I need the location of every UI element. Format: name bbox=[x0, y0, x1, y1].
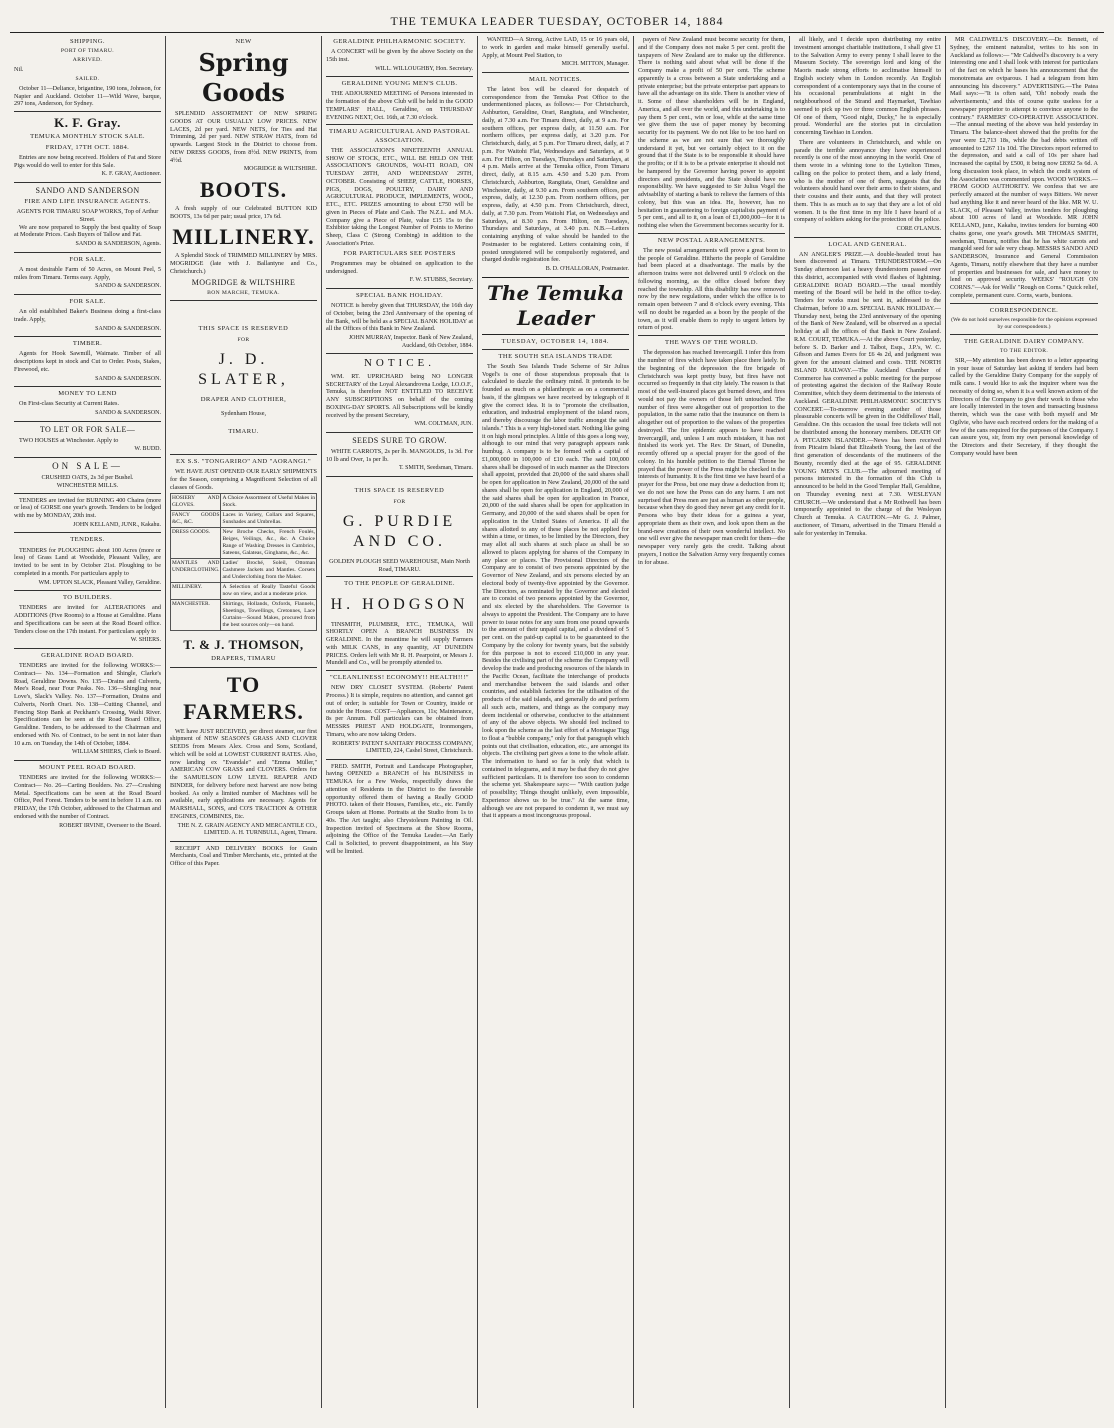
philharmonic-text: A CONCERT will be given by the above Society on the 15th inst. bbox=[326, 48, 473, 63]
local-text: AN ANGLER'S PRIZE.—A double-headed trout has been discovered at Timaru. THUNDERSTORM.—On Sunday afternoon last a heavy thunderstorm passed over this district, accompanied with vivid flashes of lightning. GERALDINE ROAD BOARD.—The usual monthly meeting of the Board will be held in the office to-day. Tenders for works must be sent in, addressed to the Chairman, before 10 a.m. SPECIAL BANK HOLIDAY.—Thursday next, being the 23rd anniversary of the opening of the Bank of New Zealand, will be observed as a special holiday at all the offices of that Bank in New Zealand. R.M. COURT, TEMUKA.—At the above Court yesterday, before S. D. Barker and J. Talbot, Esqs., J.P.'s, W. C. Gibson and James Evers for £6 4s 2d, and judgment was given for the amount claimed and costs. THE NORTH ISLAND RAILWAY.—The Auckland Chamber of Commerce has convened a public meeting for the purpose of protesting against the decision of the Railway Route Committee, which they deem detrimental to the interests of Auckland. GERALDINE PHILHARMONIC SOCIETY'S CONCERT.—To-morrow evening another of those pleasurable concerts will be given in the Oddfellows' Hall, Geraldine. On this occasion the usual free tickets will not be distributed among the honorary members. DEATH OF A PITCAIRN ISLANDER.—News has been received from Pitcairn Island that Elizabeth Young, the last of the first generation of descendants of the mutineers of the Bounty, recently died at the age of 95. GERALDINE YOUNG MEN'S CLUB.—The adjourned meeting of persons interested in the formation of this Club is announced to be held in the Good Templar Hall, Geraldine, on Thursday evening next at 7.30. WESLEYAN CHURCH.—We understand that a Mr Rothwell has been temporarily appointed to the charge of the Wesleyan Church at Temuka. A CAUTION.—Mr G. J. Palmer, auctioneer, of Timaru, advertised in the Timaru Herald a sale for yesterday in Temuka. bbox=[794, 250, 941, 537]
hodgson-text: TINSMITH, PLUMBER, ETC., TEMUKA, Will SHORTLY OPEN A BRANCH BUSINESS IN GERALDINE. In the meantime he will supply Farmers with MILK CANS, in any quantity, AT DUNEDIN PRICES. Orders left with Mr R. H. Pearpoint, or Messrs J. Mundell and Co., will be promptly attended to. bbox=[326, 620, 473, 667]
goods-description: New Broche Checks, French Foulés, Beiges, Veilings, &c., &c. A Choice Range of Washing Dresses in Cambrics, Sateens, Galateas, Ginghams, &c., &c. bbox=[221, 528, 317, 559]
closet-heading: "CLEANLINESS! ECONOMY!! HEALTH!!!" bbox=[330, 674, 469, 682]
divider bbox=[14, 111, 161, 112]
reserved-notice: THIS SPACE IS RESERVED bbox=[198, 324, 289, 332]
newspaper-nameplate: The Temuka Leader bbox=[482, 277, 629, 335]
sando-sub: FIRE AND LIFE INSURANCE AGENTS. bbox=[24, 197, 151, 205]
builders-text: TENDERS are invited for ALTERATIONS and ADDITIONS (Five Rooms) to a House at Geraldine. Plans and Specifications can be seen at the Road Board office. Tenders close on the 17th instant. For particulars apply to bbox=[14, 604, 161, 635]
reserved-notice: THIS SPACE IS RESERVED bbox=[354, 486, 445, 494]
holiday-heading: SPECIAL BANK HOLIDAY. bbox=[355, 291, 444, 299]
divider bbox=[170, 841, 317, 842]
volunteers-text: There are volunteers in Christchurch, and while on parade the terrible annoyance they have experienced recently is one of the most annoying in the world. One of them wrote in a whining tone to the Lyttelton Times, calling on the police to protect them, and a lady friend, who is the mother of one of them, suggests that the volunteers should hand over their arms to their sisters, and their cousins and their aunts, and that they will protect them. This is as much as to say that they are a lot of old women. It is the first time in my life I have heard of a company of soldiers asking for the protection of the police. bbox=[794, 138, 941, 224]
ships-heading: EX S.S. "TONGARIRO" AND "AORANGI." bbox=[175, 457, 312, 465]
editorial-text: payers of New Zealand must become security for them, and if the Company does not make 5 per cent. profit the taxpayers of New Zealand are to make up the difference. There is nothing said about what will be done if the Company make a profit of 50 per cent. The scheme apparently is a cross between a State undertaking and a private enterprise; but the private enterprise part appears to have all the advantage on its side. There is another view of it. Some of these shareholders will be in England, America, and all over the world, and this undertaking is to pay them 5 per cent., win or lose, while at the same time we give them the use of paper money by becoming security for its payment. We do not like to be too hard on the scheme as we are not sure that we thoroughly understand it yet, but we certainly object to it on the ground that if the State is to be responsible it should have the profits; or if it is to be a private enterprise it should not be hampered by the Governor having power to appoint directors and presidents, and the State should have no responsibility. We have suggested to Sir Julius Vogel the advisability of starting a bank to relieve the farmers of this colony, but this was an idea. He, however, has no hesitation in guaranteeing to foreign capitalists payment of 5 per cent., and all to it, on a loan of £1,000,000—for it is nothing else when the Government becomes security for it. bbox=[638, 36, 785, 229]
goods-description: Shirtings, Hollands, Oxfords, Flannels, Sheetings, Towellings, Cretonnes, Lace Curtains—Sound Makes, procured from the best sources only—on hand. bbox=[221, 600, 317, 631]
ships-text: WE HAVE JUST OPENED OUR EARLY SHIPMENTS for the Season, comprising a Magnificent Selection of all classes of Goods. bbox=[170, 468, 317, 491]
goods-row bbox=[171, 559, 317, 583]
sando-agents: AGENTS FOR TIMARU SOAP WORKS, Top of Arthur Street. bbox=[16, 208, 159, 223]
aps-posters: FOR PARTICULARS SEE POSTERS bbox=[343, 249, 456, 257]
closet-text: NEW DRY CLOSET SYSTEM. (Roberts' Patent Process.) It is simple, requires no attention, and cannot get out of order; is suitable for Town or Country, inside or outside the House. COST—Appliances, 11s; Maintenance, 8s per Annum. Full particulars can be obtained from MESSRS PRIEST AND HOLDGATE, Ironmongers, Timaru, who are now taking Orders. bbox=[326, 684, 473, 738]
slater-town: TIMARU. bbox=[228, 427, 259, 435]
newspaper-page bbox=[10, 10, 1104, 1408]
divider bbox=[638, 335, 785, 336]
divider bbox=[14, 648, 161, 649]
divider bbox=[326, 476, 473, 477]
slater-house: Sydenham House, bbox=[220, 409, 267, 417]
spring-goods-text: SPLENDID ASSORTMENT OF NEW SPRING GOODS AT OUR USUALLY LOW PRICES. NEW LACES, 2d per yard. NEW NETS, for Ties and Hat Trimming, 2d per yard. NEW STRAW HATS, from 6d upwards. Largest Stock in the District to choose from. NEW DRESS GOODS, from 8½d. NEW PRINTS, from 4½d. bbox=[170, 110, 317, 164]
goods-description: Ladies' Broché, Soleil, Ottoman Cashmere Jackets and Mantles. Corsets and Underclothing from the Maker. bbox=[221, 559, 317, 583]
divider bbox=[326, 288, 473, 289]
roadboard-heading: GERALDINE ROAD BOARD. bbox=[41, 651, 134, 659]
notice-signature: WM. COLTMAN, JUN. bbox=[414, 421, 473, 428]
slater-sub: DRAPER AND CLOTHIER, bbox=[200, 395, 287, 403]
dairy-heading: THE GERALDINE DAIRY COMPANY. bbox=[963, 337, 1085, 345]
millinery-heading: MILLINERY. bbox=[172, 223, 315, 249]
goods-description: Laces in Variety, Collars and Squares, Sunshades and Umbrellas. bbox=[221, 511, 317, 528]
tenders-text: TENDERS for PLOUGHING about 100 Acres (more or less) of Grass Land at Woodside, Pleasant Valley, are invited to be sent in by October 21st. Ploughing to be completed in a month. For particulars apply to bbox=[14, 546, 161, 577]
goods-row bbox=[171, 600, 317, 631]
port-heading: PORT OF TIMARU. bbox=[60, 48, 115, 55]
divider bbox=[14, 421, 161, 422]
goods-description: A Selection of Really Tasteful Goods now on view, and at a moderate price. bbox=[221, 583, 317, 600]
divider bbox=[14, 493, 161, 494]
goods-category: HOSIERY AND GLOVES. bbox=[171, 494, 221, 511]
arrived-text: Nil. bbox=[14, 66, 24, 74]
scheme-text: The South Sea Islands Trade Scheme of Sir Julius Vogel's is one of those stupendous proposals that is calculated to dazzle the ordinary mind. It pretends to be founded as much on a philanthropic as on a commercial basis, if the glimpses we have received by telegraph of it give the correct idea. It is to "promote the civilisation, education, and industrial employment of the island races, and thereby discourage the labor traffic amongst the said islands." This is a very high-toned start. Nothing like going it on high moral principles. A little of this goes a long way, although to our mind that very paragraph appears rank humbug. A company is to be formed with a capital of £1,000,000 in 100,000 of £10 each. The said 100,000 shares shall be disposed of in such manner as the Directors shall appoint, provided that 20,000 of the said shares shall be open for application in New Zealand, 20,000 of the said shares shall be open for application in England, 20,000 of the said shares shall be open for application in France, 20,000 of the said shares shall be open for application in Germany, and 20,000 of the said shares shall be open for application in the United States of America. If all the shares allotted to any of these places be not applied for within a time, or times, to be limited by the Directors, they may allot all such shares at such place as shall be so allowed to places applying for shares of the Company in any place or places. The Provisional Directors of the Company are to consist of two persons appointed by the Governor of New Zealand, and six persons elected by an electoral body of twenty-five appointed by the Governor. The Directors, as nominated by the Governor and elected are to consist of two persons appointed by the Governor, and six elected by the shareholders. The Governor is always to appoint the President. The Company are to have power to issue notes for any sum from one pound upwards to the amount of their unpaid capital, and a dividend of 5 per cent. on the paid-up capital is to be guaranteed to the Company by the colony for twenty years, but the subsidy for this purpose is not to exceed £10,000 in any year. Besides the civilising part of the scheme the Company will develop the trade and producing resources of the islands in the Pacific Ocean, facilitate the interchange of products and merchandise between the said islands and other countries, and establish factories for the utilisation of the products of the said islands, and generally do and perform all such acts, matters, and things as the company may deem incidental or otherwise, conducive to the attainment of any of the above objects. We should feel inclined to look upon the scheme as the last effort of a Montague Tigg to float a "bubble company," only for that paragraph which points out that civilisation, education, etc., are amongst its objects. The civilising part gives a tone to the whole affair. The information to hand so far is only that which is contained in telegrams, and it may be that they do not give sufficient particulars. It is therefore too soon to condemn the scheme yet. Shakespeare says:— "With caution judge of possibility; Things thought unlikely, even impossible, Experience shows us to be true." At the same time, although we are not prepared to condemn it, we must say that it appears a most incongruous proposal. bbox=[482, 362, 629, 820]
divider bbox=[326, 353, 473, 354]
mtpeel-heading: MOUNT PEEL ROAD BOARD. bbox=[39, 763, 136, 771]
scheme-heading: THE SOUTH SEA ISLANDS TRADE bbox=[498, 352, 613, 360]
mogridge-sub: BON MARCHE, TEMUKA. bbox=[207, 289, 280, 296]
goods-row bbox=[171, 494, 317, 511]
receipt-text: RECEIPT AND DELIVERY BOOKS for Grain Merchants, Coal and Timber Merchants, etc., printed at the Office of this Paper. bbox=[170, 844, 317, 868]
divider bbox=[326, 124, 473, 125]
divider bbox=[170, 667, 317, 668]
spring-goods-heading: Spring Goods bbox=[198, 48, 289, 108]
reserved-for: FOR bbox=[237, 336, 250, 343]
sando-signature: SANDO & SANDERSON, Agents. bbox=[75, 241, 161, 248]
divider bbox=[14, 336, 161, 337]
divider bbox=[14, 532, 161, 533]
divider bbox=[14, 182, 161, 183]
notice-heading: NOTICE. bbox=[363, 357, 436, 370]
divider bbox=[638, 233, 785, 234]
ways-heading: THE WAYS OF THE WORLD. bbox=[665, 339, 758, 347]
notice-text: WM. RT. UPRICHARD being NO LONGER SECRETARY of the Loyal Alexandrovna Lodge, I.O.O.F., Temuka, is therefore NOT ENTITLED TO RECEIVE ANY SUBSCRIPTIONS on behalf of the coming BOXING-DAY SPORTS. All Subscriptions will be kindly received by the present Secretary, bbox=[326, 372, 473, 419]
column-3 bbox=[322, 36, 478, 1408]
onsale-heading: ON SALE— bbox=[52, 460, 123, 471]
money-heading: MONEY TO LEND bbox=[58, 390, 117, 398]
divider bbox=[326, 759, 473, 760]
column-1 bbox=[10, 36, 166, 1408]
hodgson-heading: TO THE PEOPLE OF GERALDINE. bbox=[344, 580, 455, 588]
aps-heading: TIMARU AGRICULTURAL AND PASTORAL ASSOCIATION. bbox=[328, 128, 471, 144]
correspondence-note: (We do not hold ourselves responsible for the opinions expressed by our correspondents.) bbox=[951, 316, 1097, 330]
divider bbox=[170, 300, 317, 301]
divider bbox=[14, 760, 161, 761]
sailed-text: October 11—Deliance, brigantine, 190 tons, Johnson, for Napier and Auckland. October 11—Wild Wave, barque, 297 tons, Anderson, for Sydney. bbox=[14, 84, 161, 108]
ways-text: The depression has reached Invercargill. I infer this from the number of fires which have taken place there lately. In the beginning of the depression the fire brigade of Christchurch was kept pretty busy, but fires have not occurred so frequently in that city lately. The reason is that most of the well-insured places got burned down, and fires would not pay the owners of those left untouched. The number of fires were altogether out of proportion to the population, in the same ratio that the insurance on them is altogether out of proportion to the values of the properties destroyed. The fire epidemic appears to have reached Invercargill, and, unless I am much mistaken, it has not finished its work yet. The Rev. Dr Stuart, of Dunedin, recently offered up a special prayer for the good of the colony. In his humble petition to the Eternal Throne he prayed that the power of the Press might be checked in the interests of humanity. It is the first time we have heard of a prayer for the Press, but one may draw a deduction from it; we do not see how the Press can do any harm. I am not surprised that Press men are just as human as other people, because when they do good they never get any credit for it. Persons who buy their ideas for a guinea a year, appropriate them as their own, and look upon them as the brand-new creations of their own wonderful intellect. No one will ever give the newspaper man credit for them—the newspaper very rarely gets the credit. Talking about prayers, I notice the Salvation Army very frequently comes in for abuse. bbox=[638, 349, 785, 566]
goods-description: A Choice Assortment of Useful Makes in Stock. bbox=[221, 494, 317, 511]
running-head-title: THE TEMUKA LEADER TUESDAY, OCTOBER 14, 1884 bbox=[390, 13, 724, 28]
divider bbox=[14, 386, 161, 387]
roadboard-text: TENDERS are invited for the following WORKS:— Contract— No. 134—Formation and Shingle, Clarke's Road, Geraldine Downs. No. 135—Drains and Culverts, Mee's Road, near Four Peaks. No. 136—Shingling near Love's, Slack's Valley. No. 137—Formation, Drains and Culverts, North Orari. No. 138—Cutting Channel, and Fencing Stop Bank at Peckham's Crossing, Waihi River. Specifications can be seen at the Road Board Office, Geraldine. Tenders, to be addressed to the Chairman and endorsed with No. of Contract, to be sent in not later than 10 a.m. on Tuesday, the 14th of October, 1884. bbox=[14, 662, 161, 747]
column-6 bbox=[790, 36, 946, 1408]
arrived-heading: ARRIVED. bbox=[72, 57, 103, 64]
ymc-heading: GERALDINE YOUNG MEN'S CLUB. bbox=[341, 80, 458, 88]
goods-category: MANCHESTER. bbox=[171, 600, 221, 631]
gray-signature: K. F. GRAY, Auctioneer. bbox=[101, 171, 161, 178]
gray-text: Entries are now being received. Holders of Fat and Store Pigs would do well to enter for this Sale. bbox=[14, 153, 161, 169]
column-4 bbox=[478, 36, 634, 1408]
goods-row bbox=[171, 528, 317, 559]
millinery-text: A Splendid Stock of TRIMMED MILLINERY by MRS. MOGRIDGE (late with J. Ballantyne and Co., Christchurch.) bbox=[170, 252, 317, 275]
forsale-heading: FOR SALE. bbox=[69, 255, 106, 263]
divider bbox=[326, 576, 473, 577]
mtpeel-signature: ROBERT IRVINE, Overseer to the Board. bbox=[59, 822, 161, 829]
money-signature: SANDO & SANDERSON. bbox=[95, 410, 161, 417]
wanted-text: WANTED—A Strong, Active LAD, 15 or 16 years old, to work in garden and make himself generally useful. Apply, at Mount Peel Station, to bbox=[482, 36, 629, 59]
aps-text-2: Programmes may be obtained on application to the undersigned. bbox=[326, 259, 473, 275]
divider bbox=[14, 590, 161, 591]
postal-text: The new postal arrangements will prove a great boon to the people of Geraldine. Hitherto the people of Geraldine had been placed at a disadvantage. The mails by the afternoon trains were not delivered until 9 o'clock on the following morning, as the office closed before they reached the township. All this disability has now removed now by the new regulations, under which the office is to remain open between 7 and 8 o'clock every evening. This will no doubt be regarded as a boon by the people of the town, as it will enable them to reply to urgent letters by return of post. bbox=[638, 246, 785, 332]
gray-date: FRIDAY, 17TH OCT. 1884. bbox=[45, 143, 130, 151]
new-label: NEW bbox=[235, 38, 252, 45]
divider bbox=[794, 237, 941, 238]
builders-signature: W. SHIERS. bbox=[130, 637, 161, 644]
tolet-signature: W. BUDD. bbox=[134, 446, 161, 453]
philharmonic-signature: WILL. WILLOUGHBY, Hon. Secretary. bbox=[375, 65, 473, 72]
mail-heading: MAIL NOTICES. bbox=[529, 75, 582, 83]
tenders-signature: JOHN KELLAND, JUNR., Kakahu. bbox=[73, 521, 161, 528]
divider bbox=[14, 294, 161, 295]
purdie-sub: GOLDEN PLOUGH SEED WAREHOUSE, Main North Road, TIMARU. bbox=[329, 557, 470, 573]
divider bbox=[326, 432, 473, 433]
postal-heading: NEW POSTAL ARRANGEMENTS. bbox=[657, 236, 766, 244]
local-heading: LOCAL AND GENERAL. bbox=[828, 240, 907, 248]
ymc-text: THE ADJOURNED MEETING of Persons interested in the formation of the above Club will be held in the GOOD TEMPLARS' HALL, Geraldine, on THURSDAY EVENING NEXT, Oct. 16th, at 7.30 o'clock. bbox=[326, 90, 473, 121]
divider bbox=[482, 72, 629, 73]
farmers-text: WE have JUST RECEIVED, per direct steamer, our first shipment of NEW SEASON'S GRASS AND CLOVER SEEDS from Messrs Alex. Cross and Sons, Scotland, which will be sold at LOWEST CURRENT RATES. Also, now landing ex "Evandale" and "Emma Müller," AMERICAN COW GRASS and CLOVERS. Orders for the SAMUELSON LOW LEVEL REAPER AND BINDER, for delivery before next harvest are now being booked. As only a limited number of Machines will be available, early applications are necessary. Agents for MARSHALL, SONS, and CO'S TRACTION & OTHER ENGINES, COMBINES, Etc. bbox=[170, 727, 317, 820]
tenders-text: TENDERS are invited for BURNING 400 Chains (more or less) of GORSE one year's growth. Tenders to be lodged with me by MONDAY, 20th inst. bbox=[14, 496, 161, 520]
column-7 bbox=[946, 36, 1102, 1408]
local-continued-text: MR CALDWELL'S DISCOVERY.—Dr. Bennett, of Sydney, the eminent naturalist, writes to his son in Auckland as follows:— "Mr Caldwell's discovery is a very interesting one and I shall look with interest for particulars of the fact on which he bases his announcement that the monotremata are oviparous. I had a telegram from him announcing his discovery." ADVERTISING.—The Patea Mail says:—"It is often said, 'Oh! nobody reads the advertisements,' and this of course quite useless for a newspaper proprietor to attempt to convince anyone to the contrary." FARMERS' CO-OPERATIVE ASSOCIATION.—The annual meeting of the above was held yesterday in Timaru. The balance-sheet showed that the profits for the year were £2,713 18s, while the bad debts written off amounted to £267 11s 10d. The Directors report referred to the depression, and said a call of 10s per share had increased the capital by £500, it being now £8392 5s 6d. A long discussion took place, in which the credit system of the Association was commented upon. WOOD WORKS.—FROM GOOD AUTHORITY. We confess that we are perfectly amazed at the number of ways Bitters. We never had anything like it and never heard of the like. MR W. U. SLACK, of Pleasant Valley, invites tenders for ploughing about 100 acres of land at Woodside. MR JOHN KELLAND, junr., Kakahu, invites tenders for burning 400 chains gorse, one year's growth. MR THOMAS SMITH, seedsman, Timaru, notifies that he has white carrots and mangold seed for sale very cheap. MESSRS SANDO AND SANDERSON, Insurance and General Commission Agents, Timaru, notify elsewhere that they have a number of properties and businesses for sale, and have money to lend on approved security. WEEKS' "ROUGH ON CORNS."—Ask for Wells' "Rough on Corns." Quick relief, complete, permanent cure. Corns, warts, bunions. bbox=[950, 36, 1098, 299]
mtpeel-text: TENDERS are invited for the following WORKS:— Contract— No. 26—Carting Boulders. No. 27—Crushing Metal. Specifications can be seen at the Road Board Office, Peel Forest. Tenders to be sent in before 11 a.m. on FRIDAY, the 17th October, addressed to the Chairman and endorsed with the number of Contract. bbox=[14, 774, 161, 820]
seeds-text: WHITE CARROTS, 2s per lb. MANGOLDS, 1s 3d. For 10 lb and Over, 1s per lb. bbox=[326, 447, 473, 463]
farmers-heading: TO FARMERS. bbox=[183, 671, 304, 725]
divider bbox=[950, 334, 1098, 335]
spring-goods-signature: MOGRIDGE & WILTSHIRE. bbox=[243, 166, 317, 173]
reserved-for: FOR bbox=[393, 498, 406, 505]
divider bbox=[326, 670, 473, 671]
onsale-text: CRUSHED OATS, 2s 3d per Bushel. bbox=[41, 474, 134, 482]
forsale-signature: SANDO & SANDERSON. bbox=[95, 283, 161, 290]
ways-signature: CORE O'LANUS. bbox=[896, 226, 941, 232]
holiday-signature: JOHN MURRAY, Inspector. Bank of New Zealand, Auckland, 6th October, 1884. bbox=[348, 335, 473, 349]
forsale-signature: SANDO & SANDERSON. bbox=[95, 325, 161, 332]
timber-heading: TIMBER. bbox=[72, 340, 103, 348]
purdie-name: G. PURDIE AND CO. bbox=[342, 512, 457, 550]
divider bbox=[170, 454, 317, 455]
divider bbox=[950, 303, 1098, 304]
divider bbox=[14, 252, 161, 253]
roadboard-signature: WILLIAM SHIERS, Clerk to Board. bbox=[72, 749, 161, 756]
aps-signature: F. W. STUBBS, Secretary. bbox=[409, 277, 473, 284]
seeds-signature: T. SMITH, Seedsman, Timaru. bbox=[398, 465, 473, 472]
closet-signature: ROBERTS' PATENT SANITARY PROCESS COMPANY, LIMITED, 224, Cashel Street, Christchurch. bbox=[332, 740, 473, 755]
running-head bbox=[10, 10, 1104, 33]
forsale-text: An old established Baker's Business doing a first-class trade. Apply, bbox=[14, 308, 161, 323]
thomson-sub: DRAPERS, TIMARU bbox=[211, 655, 276, 663]
ways-continued-text: all likely, and I decide upon distributing my entire investment amongst charitable institutions, I shall give £1 to the Salvation Army to every penny I shall leave to the Museum Society. The sovereign lord and king of the Maoris made strong efforts to acclimatise himself to English society when in London recently. An English correspondent of a contemporary says that in the course of his occasional perambulations at night in the neighbourhood of the Strand and Haymarket, Tawhiao seemed to pick up two or three common English phrases. Of one of them, "Good night, Ducky," he is especially proud. Wonderful are the stories put in circulation concerning Tawhiao in London. bbox=[794, 36, 941, 136]
divider bbox=[326, 76, 473, 77]
mail-signature: B. D. O'HALLORAN, Postmaster. bbox=[545, 266, 629, 273]
goods-category: MILLINERY. bbox=[171, 583, 221, 600]
divider bbox=[14, 457, 161, 458]
tolet-text: TWO HOUSES at Winchester. Apply to bbox=[19, 436, 119, 444]
dairy-to: TO THE EDITOR. bbox=[999, 347, 1049, 354]
seeds-heading: SEEDS SURE TO GROW. bbox=[352, 435, 447, 445]
column-5 bbox=[634, 36, 790, 1408]
money-text: On First-class Security at Current Rates. bbox=[19, 400, 120, 408]
slater-name: J. D. SLATER, bbox=[198, 350, 289, 388]
hodgson-name: H. HODGSON bbox=[330, 595, 469, 613]
tenders-heading: TENDERS. bbox=[70, 536, 105, 544]
thomson-heading: T. & J. THOMSON, bbox=[183, 637, 304, 653]
mogridge-heading: MOGRIDGE & WILTSHIRE bbox=[191, 277, 296, 287]
column-2 bbox=[166, 36, 322, 1408]
forsale-heading: FOR SALE. bbox=[69, 297, 106, 305]
onsale-signature: WINCHESTER MILLS. bbox=[56, 481, 119, 489]
correspondence-heading: CORRESPONDENCE. bbox=[989, 306, 1059, 314]
holiday-text: NOTICE is hereby given that THURSDAY, the 16th day of October, being the 23rd Anniversary of the opening of the Bank, will be held as a SPECIAL BANK HOLIDAY at all the Offices of this Bank in New Zealand. bbox=[326, 302, 473, 333]
mail-text: The latest box will be cleared for despatch of correspondence from the Temuka Post Office to the undermentioned places, as follows:— For Christchurch, Ashburton, Geraldine, Orari, Rangitata, and Winchester, daily, at 7.30 a.m. For Timaru direct, daily, at 9 a.m. For southern offices, per express daily, at 11.50 a.m. For northern offices, per express daily, at 3.20 p.m. For Christchurch, daily, at 5 p.m. For Timaru direct, daily, at 7 p.m. For Waitohi Flat, Wednesdays and Saturdays, at 9 a.m. For Hilton, on Tuesdays, Thursdays and Saturdays, at 4 p.m. Mails arrive at the Temuka office, From Timaru direct, daily, at 8.15 a.m. 4.50 and 5.20 p.m. From Christchurch, Ashburton, Rangitata, Orari, Geraldine and Winchester, daily, at 9.30 a.m. From southern offices, per express, daily, at 12.30 p.m. From northern offices, per express, daily, at 4.50 p.m. From Christchurch, direct, daily, at 7.30 p.m. From Waitohi Flat, on Wednesdays and Saturdays, at 8.30 p.m. From Hilton, on Tuesdays, Thursdays and Saturdays, at 3.40 p.m. N.B.—Letters containing anything of value should be handed to the Postmaster to be registered. Letters containing coin, if posted unregistered will be compulsorily registered, and charged double registration fee. bbox=[482, 85, 629, 264]
gray-sale: TEMUKA MONTHLY STOCK SALE. bbox=[30, 133, 145, 141]
smith-text: FRED. SMITH, Portrait and Landscape Photographer, having OPENED a BRANCH of his BUSINESS in TEMUKA for a Few Weeks, respectfully draws the attention of Residents in the District to the favorable opportunity offered them of having a Really GOOD PHOTO. taken of their Houses, Families, etc., etc. Family Groups taken at Home. Portraits at the Studio from 1s to 40s. The Art taught; also Chrystoleum Painting in Oil. Inspection invited of Specimens at the Show Rooms, adjoining the Office of the Temuka Leader.—An Early Call is Solicited, to prevent disappointment, as his Stay will be limited. bbox=[326, 762, 473, 855]
goods-category: FANCY GOODS &C., &C. bbox=[171, 511, 221, 528]
builders-heading: TO BUILDERS. bbox=[62, 594, 112, 602]
sando-heading: SANDO AND SANDERSON bbox=[35, 185, 140, 195]
farmers-signature: THE N. Z. GRAIN AGENCY AND MERCANTILE CO., LIMITED. A. H. TURNBULL, Agent, Timaru. bbox=[177, 822, 317, 837]
tenders-signature: WM. UPTON SLACK, Pleasant Valley, Geraldine. bbox=[38, 579, 161, 586]
goods-category: DRESS GOODS. bbox=[171, 528, 221, 559]
goods-table bbox=[170, 493, 317, 631]
timber-text: Agents for Hook Sawmill, Waimate. Timber of all descriptions kept in stock and Cut to Order. Posts, Stakes, Firewood, etc. bbox=[14, 350, 161, 373]
sando-text: We are now prepared to Supply the best quality of Soap at Moderate Prices. Cash Buyers of Tallow and Fat. bbox=[14, 223, 161, 239]
dairy-text: SIR,—My attention has been drawn to a letter appearing in your issue of Saturday last asking if tenders had been called by the Geraldine Dairy Company for the supply of milk cans. I would like to ask the inquirer where was the necessity of doing so, when it is a well known axiom of the Directors of the Company to give their work to those who are locally interested in the town and transacting business therein, which was the case with both myself and Mr Ogilvie, who have each received orders for the making of a few of the cans required for the purposes of the Company. I can assure you, sir, from my own personal knowledge of the Directors and their Secretary, if they thought the Company would have been bbox=[950, 356, 1098, 457]
timber-signature: SANDO & SANDERSON. bbox=[95, 375, 161, 382]
philharmonic-heading: GERALDINE PHILHARMONIC SOCIETY. bbox=[333, 38, 466, 45]
forsale-text: A most desirable Farm of 50 Acres, on Mount Peel, 5 miles from Timaru. Terms easy. Apply, bbox=[14, 265, 161, 281]
shipping-heading: SHIPPING. bbox=[70, 38, 105, 45]
wanted-signature: MICH. MITTON, Manager. bbox=[561, 61, 629, 68]
goods-category: MANTLES AND UNDERCLOTHING. bbox=[171, 559, 221, 583]
boots-heading: BOOTS. bbox=[199, 176, 288, 202]
goods-row bbox=[171, 511, 317, 528]
sailed-heading: SAILED. bbox=[75, 75, 100, 82]
aps-text: THE ASSOCIATION'S NINETEENTH ANNUAL SHOW OF STOCK, ETC., WILL BE HELD ON THE ASSOCIATION'S GROUNDS, WAI-ITI ROAD, ON TUESDAY 28TH, AND WEDNESDAY 29TH, OCTOBER. Consisting of SHEEP, CATTLE, HORSES, PIGS, DOGS, POULTRY, DAIRY AND AGRICULTURAL PRODUCE, IMPLEMENTS, WOOL, ETC., ETC. PRIZES amounting to about £750 will be given in Pieces of Plate and Cash. The N.Z.L. and M.A. Company give a Piece of Plate, value £15 15s to the Exhibitor taking the Longest Number of Points to Merino Sheep, Class C (Strong Combing) in addition to the Association's Prize. bbox=[326, 146, 473, 247]
boots-text: A fresh supply of our Celebrated BUTTON KID BOOTS, 13s 6d per pair; usual price, 17s 6d. bbox=[170, 205, 317, 221]
dateline: TUESDAY, OCTOBER 14, 1884. bbox=[501, 337, 610, 345]
tolet-heading: TO LET OR FOR SALE— bbox=[39, 424, 136, 434]
gray-heading: K. F. Gray. bbox=[54, 115, 121, 131]
divider bbox=[482, 349, 629, 350]
columns bbox=[10, 33, 1104, 1408]
goods-row bbox=[171, 583, 317, 600]
